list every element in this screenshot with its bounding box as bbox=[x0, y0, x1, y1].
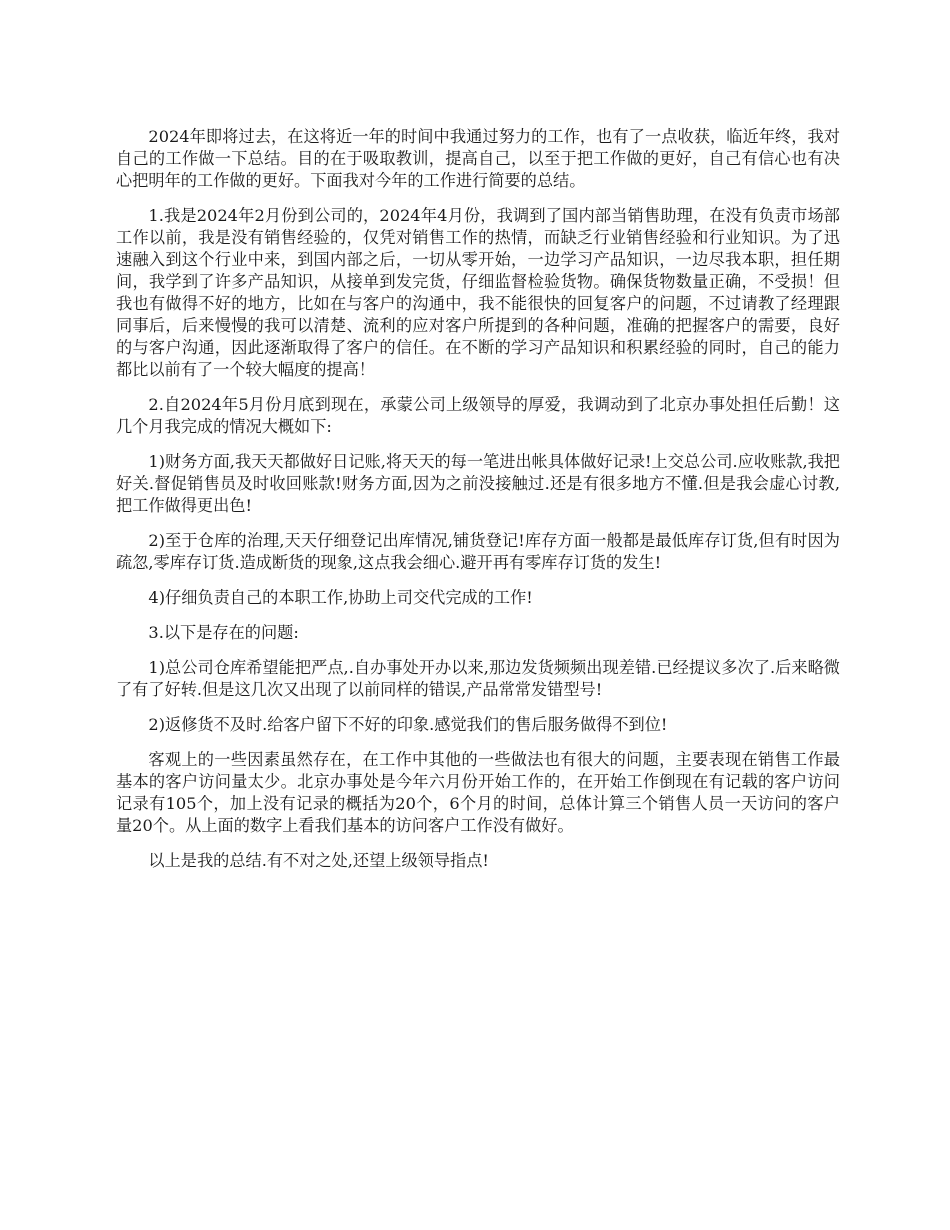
paragraph-intro: 2024年即将过去，在这将近一年的时间中我通过努力的工作，也有了一点收获，临近年终，我对自己的工作做一下总结。目的在于吸取教训，提高自己，以至于把工作做的更好，自己有信心也有决心把明年的工作做的更好。下面我对今年的工作进行简要的总结。 bbox=[116, 127, 840, 190]
paragraph-problem-1: 1)总公司仓库希望能把严点,.自办事处开办以来,那边发货频频出现差错.已经提议多次了.后来略微了有了好转.但是这几次又出现了以前同样的错误,产品常常发错型号! bbox=[116, 658, 840, 699]
paragraph-problem-2: 2)返修货不及时.给客户留下不好的印象.感觉我们的售后服务做得不到位! bbox=[148, 715, 668, 734]
paragraph-closing: 以上是我的总结.有不对之处,还望上级领导指点! bbox=[148, 851, 489, 870]
paragraph-warehouse: 2)至于仓库的治理,天天仔细登记出库情况,铺货登记!库存方面一般都是最低库存订货,但有时因为疏忽,零库存订货.造成断货的现象,这点我会细心.避开再有零库存订货的发生! bbox=[116, 531, 840, 572]
paragraph-item-2: 2.自2024年5月份月底到现在，承蒙公司上级领导的厚爱，我调动到了北京办事处担任后勤！这几个月我完成的情况大概如下: bbox=[116, 395, 840, 436]
paragraph-item-1: 1.我是2024年2月份到公司的，2024年4月份，我调到了国内部当销售助理，在没有负责市场部工作以前，我是没有销售经验的，仅凭对销售工作的热情，而缺乏行业销售经验和行业知识。为了迅速融入到这个行业中来，到国内部之后，一切从零开始，一边学习产品知识，一边尽我本职，担任期间，我学到了许多产品知识，从接单到发完货，仔细监督检验货物。确保货物数量正确，不受损！但我也有做得不好的地方，比如在与客户的沟通中，我不能很快的回复客户的问题，不过请教了经理跟同事后，后来慢慢的我可以清楚、流利的应对客户所提到的各种问题，准确的把握客户的需要，良好的与客户沟通，因此逐渐取得了客户的信任。在不断的学习产品知识和积累经验的同时，自己的能力都比以前有了一个较大幅度的提高！ bbox=[116, 206, 840, 379]
paragraph-item-3: 3.以下是存在的问题: bbox=[148, 623, 299, 642]
document-body bbox=[116, 126, 840, 885]
paragraph-finance: 1)财务方面,我天天都做好日记账,将天天的每一笔进出帐具体做好记录!上交总公司.应收账款,我把好关.督促销售员及时收回账款!财务方面,因为之前没接触过.还是有很多地方不懂.但是我会虚心讨教,把工作做得更出色! bbox=[116, 452, 840, 515]
paragraph-analysis: 客观上的一些因素虽然存在，在工作中其他的一些做法也有很大的问题，主要表现在销售工作最基本的客户访问量太少。北京办事处是今年六月份开始工作的，在开始工作倒现在有记载的客户访问记录有105个，加上没有记录的概括为20个，6个月的时间，总体计算三个销售人员一天访问的客户量20个。从上面的数字上看我们基本的访问客户工作没有做好。 bbox=[116, 750, 840, 835]
paragraph-duties: 4)仔细负责自己的本职工作,协助上司交代完成的工作! bbox=[148, 588, 533, 607]
